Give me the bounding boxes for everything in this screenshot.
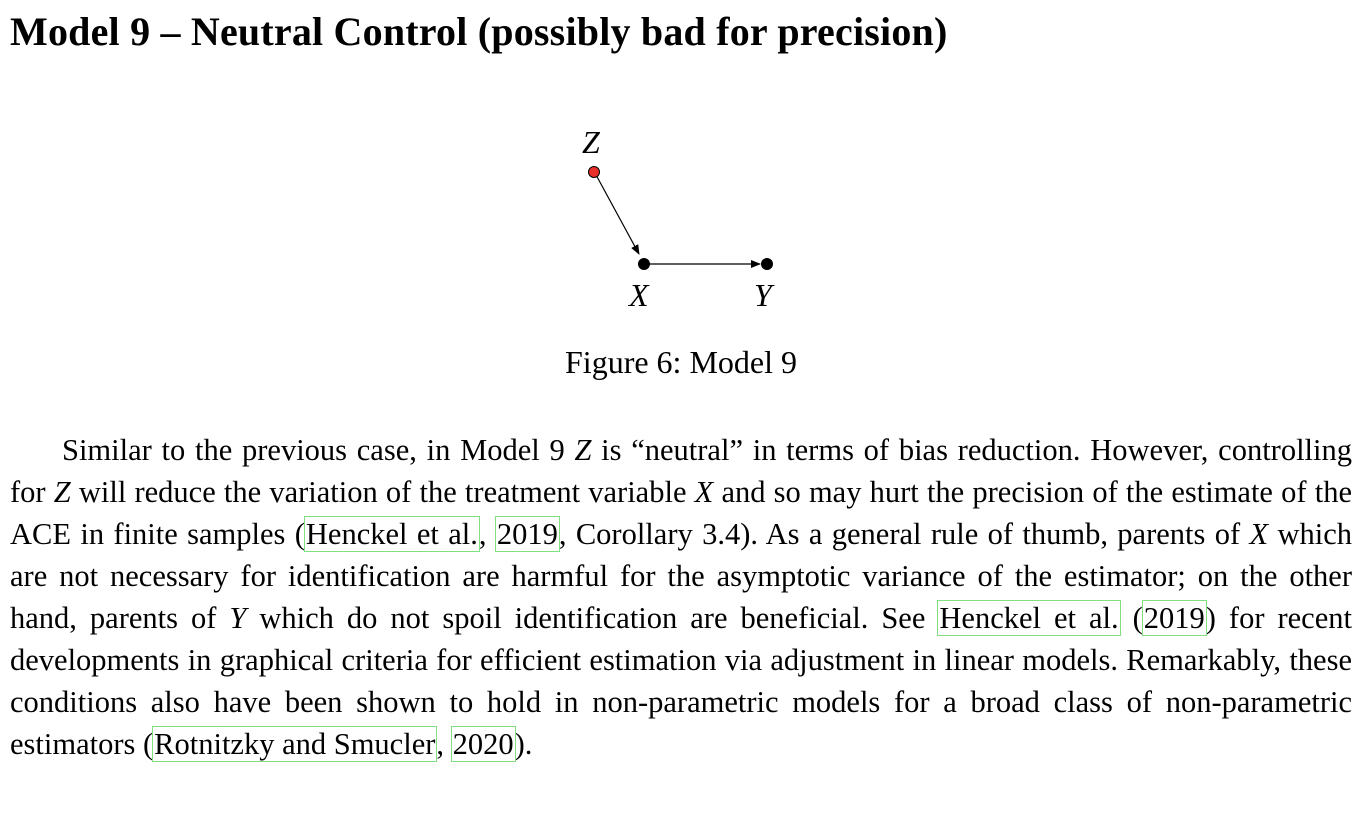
node-x — [638, 258, 650, 270]
citation-link-henckel-author-2[interactable]: Henckel et al. — [939, 601, 1119, 635]
text-run: ( — [1119, 601, 1143, 635]
section-heading: Model 9 – Neutral Control (possibly bad for precision) — [10, 9, 948, 54]
text-run: is “neutral” in terms of bias reduction. However, controlling for — [10, 433, 1352, 509]
causal-diagram — [560, 120, 820, 320]
text-run: , — [436, 727, 452, 761]
text-run: , Corollary 3.4). As a general rule of thumb, parents of — [558, 517, 1250, 551]
math-var-z: Z — [53, 475, 71, 509]
text-run: Similar to the previous case, in Model 9 — [62, 433, 575, 467]
node-x-label: X — [629, 277, 649, 313]
body-paragraph — [10, 429, 1352, 765]
math-var-y: Y — [229, 601, 247, 635]
text-run: will reduce the variation of the treatment variable — [70, 475, 695, 509]
citation-link-henckel-year[interactable]: 2019 — [496, 517, 558, 551]
figure-caption: Figure 6: Model 9 — [565, 344, 797, 380]
citation-link-rotnitzky-year[interactable]: 2020 — [452, 727, 514, 761]
math-var-x: X — [1249, 517, 1269, 551]
text-run: ). — [514, 727, 533, 761]
citation-link-rotnitzky-author[interactable]: Rotnitzky and Smucler — [154, 727, 436, 761]
node-y-label: Y — [754, 277, 772, 313]
node-z-label: Z — [582, 124, 600, 160]
text-run: which are not necessary for identification are harmful for the asymptotic variance of the estimator; on the other hand, parents of — [10, 517, 1353, 635]
text-run: , — [478, 517, 496, 551]
math-var-z: Z — [574, 433, 592, 467]
math-var-x: X — [694, 475, 714, 509]
text-run: and so may hurt the precision of the estimate of the ACE in finite samples ( — [10, 475, 1352, 551]
node-y — [761, 258, 773, 270]
text-run: ) for recent developments in graphical criteria for efficient estimation via adjustment in linear models. Remarkably, these conditions also have been shown to hold in non-parametric models for a broad class of non-parametric estimators ( — [10, 601, 1352, 761]
citation-link-henckel-year-2[interactable]: 2019 — [1143, 601, 1205, 635]
edge-z-to-x — [595, 173, 639, 254]
citation-link-henckel-author[interactable]: Henckel et al. — [305, 517, 478, 551]
text-run: which do not spoil identification are beneficial. See — [246, 601, 939, 635]
node-z — [589, 167, 600, 178]
